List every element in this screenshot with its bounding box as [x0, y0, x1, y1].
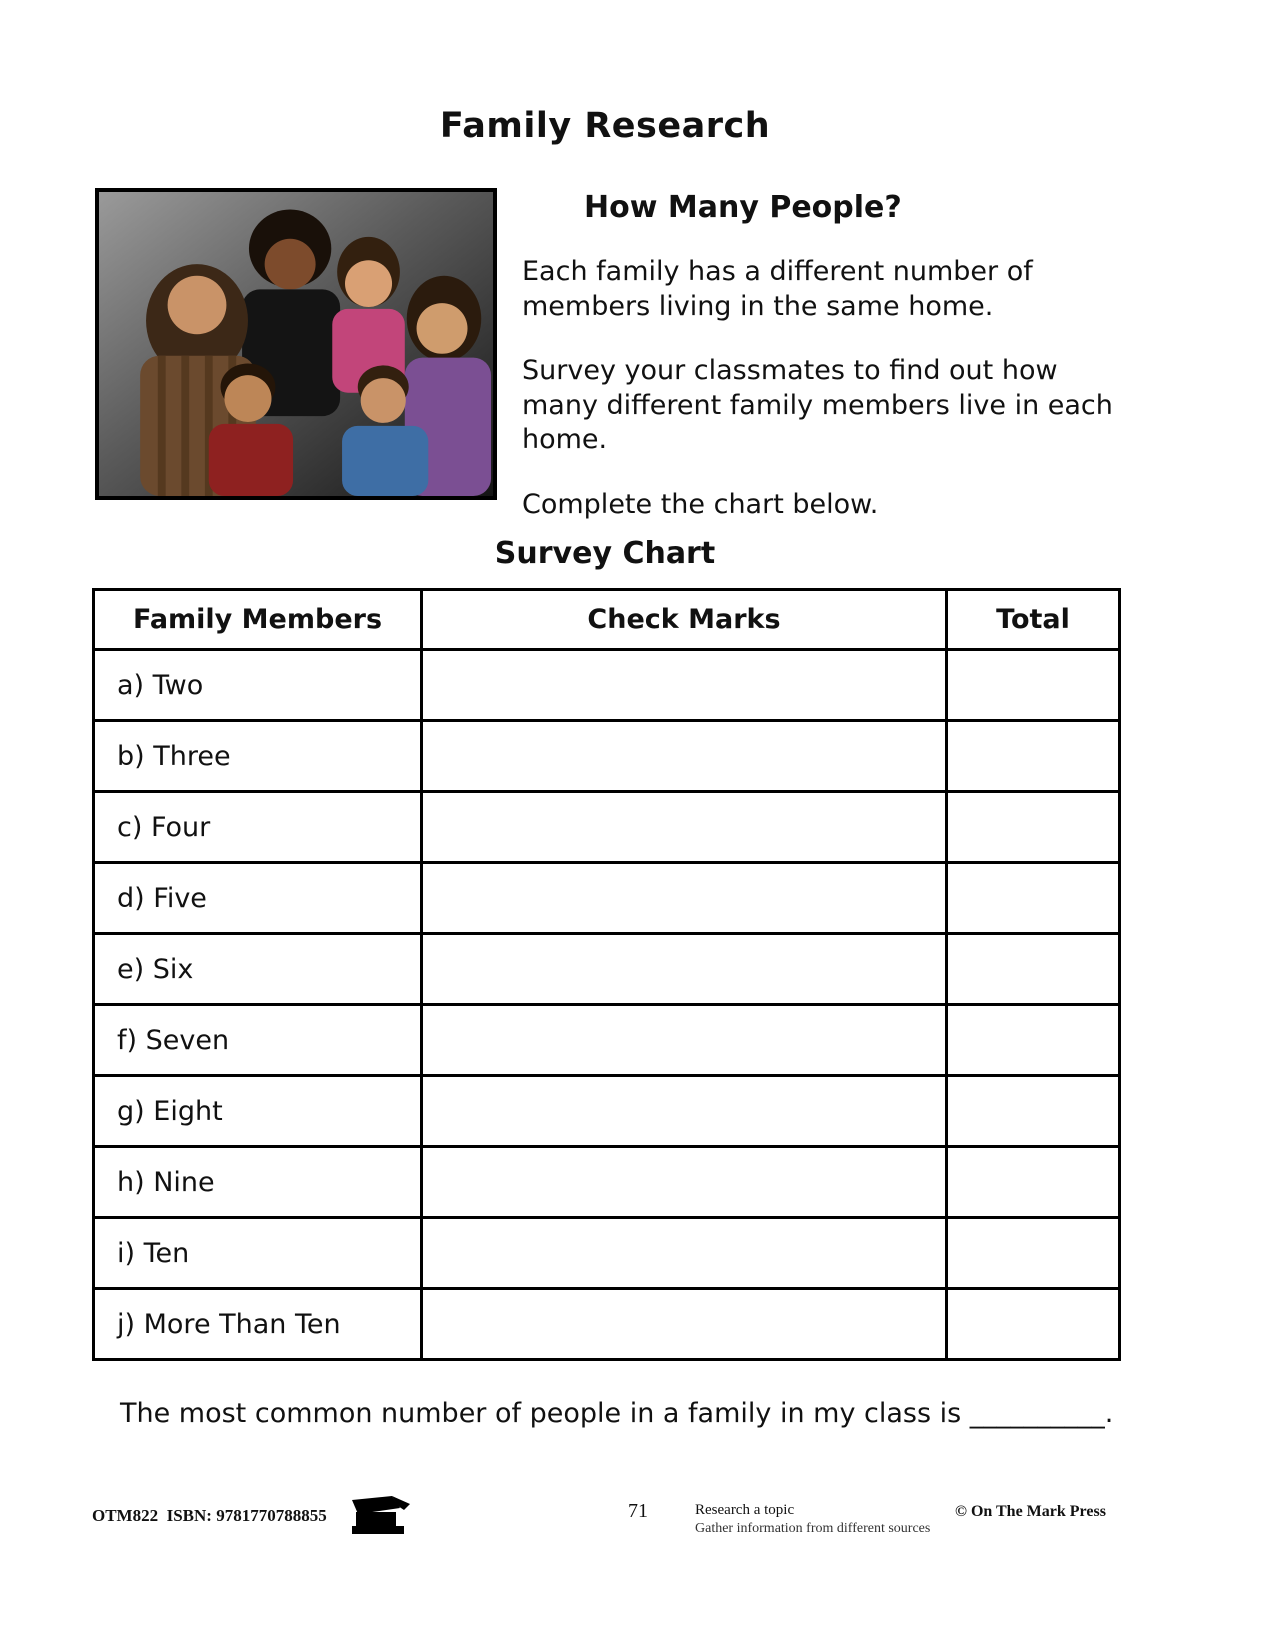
- total-cell: [947, 1289, 1120, 1360]
- skill-line-1: Research a topic: [695, 1502, 795, 1518]
- family-members-cell: g) Eight: [94, 1076, 422, 1147]
- table-row: [94, 650, 1120, 721]
- total-cell: [947, 792, 1120, 863]
- family-members-cell: c) Four: [94, 792, 422, 863]
- isbn-code: OTM822 ISBN: 9781770788855: [92, 1506, 327, 1525]
- check-marks-cell: [422, 792, 947, 863]
- family-members-cell: e) Six: [94, 934, 422, 1005]
- family-members-cell: f) Seven: [94, 1005, 422, 1076]
- family-members-cell: h) Nine: [94, 1147, 422, 1218]
- intro-paragraph-3: Complete the chart below.: [522, 488, 879, 520]
- check-marks-cell: [422, 1147, 947, 1218]
- check-marks-cell: [422, 934, 947, 1005]
- table-row: [94, 1147, 1120, 1218]
- total-cell: [947, 1005, 1120, 1076]
- family-members-cell: d) Five: [94, 863, 422, 934]
- total-cell: [947, 1147, 1120, 1218]
- family-members-cell: b) Three: [94, 721, 422, 792]
- check-marks-cell: [422, 650, 947, 721]
- check-marks-cell: [422, 863, 947, 934]
- total-cell: [947, 863, 1120, 934]
- content-area: [92, 0, 1118, 1650]
- total-cell: [947, 721, 1120, 792]
- table-header-row: [94, 590, 1120, 650]
- intro-text-block: [522, 190, 1116, 522]
- total-cell: [947, 1218, 1120, 1289]
- check-marks-cell: [422, 1289, 947, 1360]
- family-members-cell: j) More Than Ten: [94, 1289, 422, 1360]
- family-photo-illustration: [99, 192, 493, 496]
- column-header-total: Total: [947, 590, 1120, 650]
- family-members-cell: a) Two: [94, 650, 422, 721]
- check-marks-cell: [422, 1005, 947, 1076]
- page-number: 71: [628, 1500, 648, 1522]
- intro-paragraph-2: Survey your classmates to find out how many different family members live in each home.: [522, 355, 1113, 456]
- family-members-cell: i) Ten: [94, 1218, 422, 1289]
- intro-paragraph-1: Each family has a different number of members living in the same home.: [522, 256, 1033, 322]
- table-row: [94, 1218, 1120, 1289]
- check-marks-cell: [422, 1218, 947, 1289]
- table-row: [94, 934, 1120, 1005]
- total-cell: [947, 934, 1120, 1005]
- column-header-check-marks: Check Marks: [422, 590, 947, 650]
- table-row: [94, 1289, 1120, 1360]
- printing-press-icon: [348, 1494, 412, 1538]
- section-subtitle: How Many People?: [584, 190, 902, 225]
- column-header-family-members: Family Members: [94, 590, 422, 650]
- survey-chart-table: [92, 588, 1121, 1361]
- skill-description: [695, 1500, 930, 1539]
- copyright-notice: © On The Mark Press: [955, 1503, 1106, 1520]
- family-photo: [95, 188, 497, 500]
- page-title: Family Research: [439, 106, 771, 146]
- total-cell: [947, 650, 1120, 721]
- table-row: [94, 1005, 1120, 1076]
- total-cell: [947, 1076, 1120, 1147]
- skill-line-2: Gather information from different sources: [695, 1521, 931, 1537]
- conclusion-sentence: The most common number of people in a family in my class is __________.: [120, 1398, 1114, 1429]
- table-row: [94, 1076, 1120, 1147]
- check-marks-cell: [422, 721, 947, 792]
- table-row: [94, 792, 1120, 863]
- survey-chart-heading: Survey Chart: [494, 536, 716, 571]
- table-row: [94, 863, 1120, 934]
- check-marks-cell: [422, 1076, 947, 1147]
- table-row: [94, 721, 1120, 792]
